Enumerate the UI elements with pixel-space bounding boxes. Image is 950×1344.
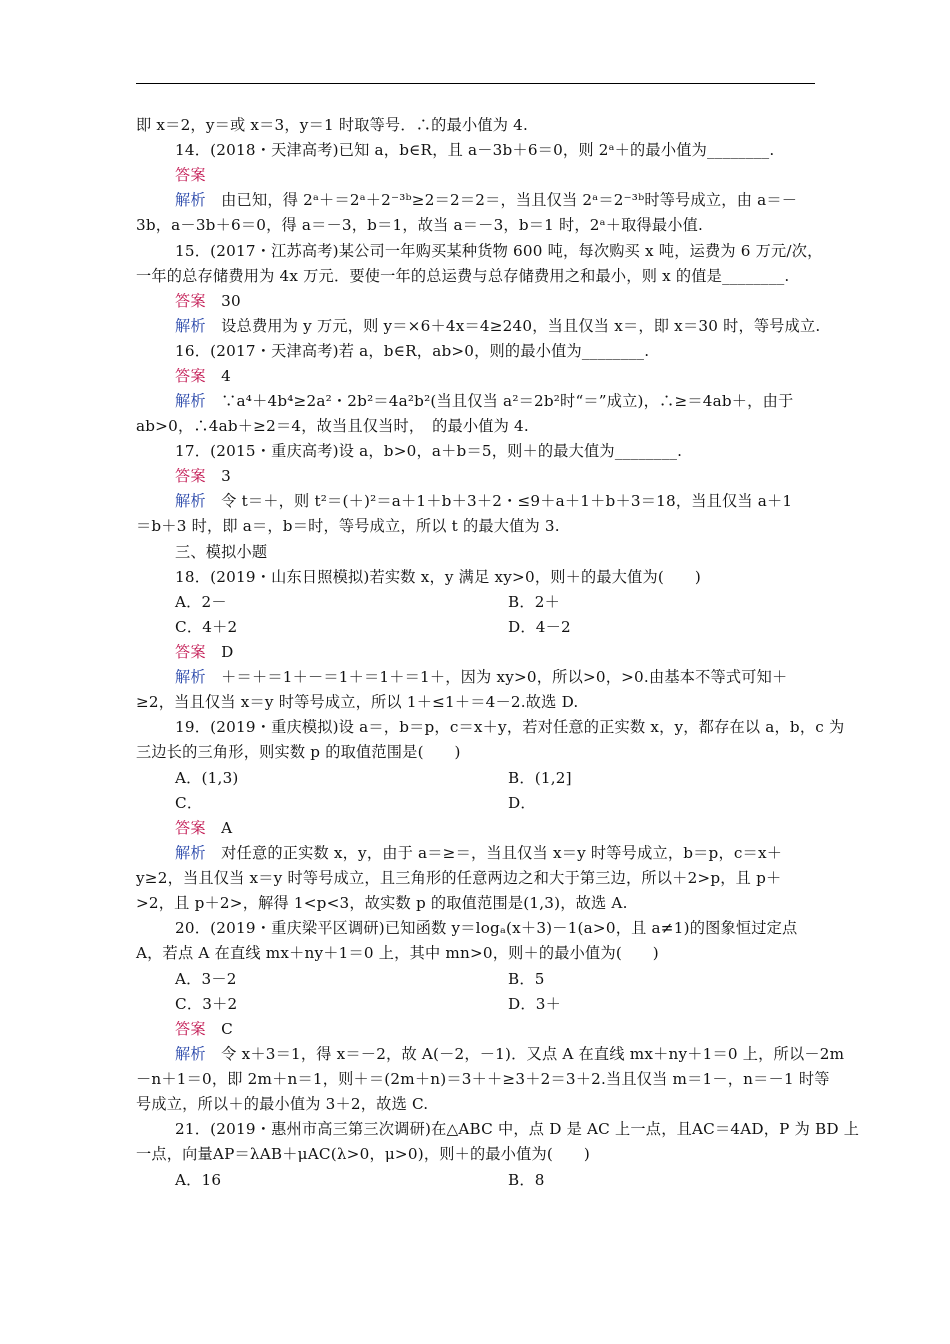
answer-label: 答案 — [175, 643, 206, 661]
text-line: B．5 — [508, 970, 545, 988]
text-line: 三边长的三角形，则实数 p 的取值范围是( ) — [136, 743, 461, 761]
text-line: D．3＋ — [508, 995, 562, 1013]
text-line: A．3－2 — [175, 970, 237, 988]
text-line: 一年的总存储费用为 4x 万元．要使一年的总运费与总存储费用之和最小，则 x 的值是________. — [136, 267, 790, 285]
text-line: A．2－ — [175, 593, 227, 611]
line-body: 30 — [205, 292, 241, 310]
analysis-label: 解析 — [175, 668, 206, 686]
text-line: 16．(2017・天津高考)若 a，b∈R，ab>0，则的最小值为________. — [175, 342, 650, 360]
line-body: ∵a⁴＋4b⁴≥2a²・2b²＝4a²b²(当且仅当 a²＝2b²时“＝”成立)，∴≥＝4ab＋，由于 — [205, 392, 794, 410]
text-line: ＝b＋3 时，即 a＝，b＝时，等号成立，所以 t 的最大值为 3. — [136, 517, 560, 535]
text-line — [175, 642, 865, 662]
text-line: 3b，a－3b＋6＝0，得 a＝－3，b＝1，故当 a＝－3，b＝1 时，2ᵃ＋取得最小值. — [136, 216, 704, 234]
analysis-label: 解析 — [175, 392, 206, 410]
text-line: ≥2，当且仅当 x＝y 时等号成立，所以 1＋≤1＋＝4－2.故选 D. — [136, 693, 579, 711]
text-line: 号成立，所以＋的最小值为 3＋2，故选 C. — [136, 1095, 429, 1113]
text-line — [175, 366, 865, 386]
answer-label: 答案 — [175, 467, 206, 485]
text-line: C．4＋2 — [175, 618, 238, 636]
line-body: 对任意的正实数 x，y，由于 a＝≥＝，当且仅当 x＝y 时等号成立，b＝p，c＝x＋ — [205, 844, 783, 862]
text-line — [175, 165, 865, 185]
line-body: 由已知，得 2ᵃ＋＝2ᵃ＋2⁻³ᵇ≥2＝2＝2＝，当且仅当 2ᵃ＝2⁻³ᵇ时等号成立，由 a＝－ — [205, 191, 798, 209]
line-body: ＋＝＋＝1＋－＝1＋＝1＋＝1＋，因为 xy>0，所以>0，>0.由基本不等式可知＋ — [205, 668, 788, 686]
line-body: 设总费用为 y 万元，则 y＝×6＋4x＝4≥240，当且仅当 x＝，即 x＝30 时，等号成立. — [205, 317, 821, 335]
text-line: 三、模拟小题 — [175, 543, 268, 561]
text-line: A．(1,3) — [175, 769, 239, 787]
text-line: >2，且 p＋2>，解得 1<p<3，故实数 p 的取值范围是(1,3)，故选 A. — [136, 894, 628, 912]
text-line — [175, 491, 865, 511]
text-line: B．2＋ — [508, 593, 560, 611]
line-body: 4 — [205, 367, 232, 385]
text-line: 15．(2017・江苏高考)某公司一年购买某种货物 600 吨，每次购买 x 吨，运费为 6 万元/次， — [175, 242, 823, 260]
text-line — [175, 291, 865, 311]
answer-label: 答案 — [175, 292, 206, 310]
answer-label: 答案 — [175, 166, 206, 184]
text-line — [175, 316, 865, 336]
header-rule — [136, 83, 815, 84]
text-line: 14．(2018・天津高考)已知 a，b∈R，且 a－3b＋6＝0，则 2ᵃ＋的最小值为________. — [175, 141, 775, 159]
text-line: ab>0，∴4ab＋≥2＝4，故当且仅当时， 的最小值为 4. — [136, 417, 529, 435]
text-line: 18．(2019・山东日照模拟)若实数 x，y 满足 xy>0，则＋的最大值为( ) — [175, 568, 701, 586]
text-line: 20．(2019・重庆梁平区调研)已知函数 y＝logₐ(x＋3)－1(a>0，且 a≠1)的图象恒过定点 — [175, 919, 798, 937]
text-line: 19．(2019・重庆模拟)设 a＝，b＝p，c＝x＋y，若对任意的正实数 x，y，都存在以 a，b，c 为 — [175, 718, 845, 736]
line-body: D — [205, 643, 234, 661]
answer-label: 答案 — [175, 1020, 206, 1038]
text-line: A，若点 A 在直线 mx＋ny＋1＝0 上，其中 mn>0，则＋的最小值为( ) — [136, 944, 659, 962]
text-line: 17．(2015・重庆高考)设 a，b>0，a＋b＝5，则＋的最大值为________. — [175, 442, 683, 460]
text-line: y≥2，当且仅当 x＝y 时等号成立，且三角形的任意两边之和大于第三边，所以＋2>p，且 p＋ — [136, 869, 782, 887]
text-line: B．(1,2] — [508, 769, 572, 787]
text-line — [175, 843, 865, 863]
line-body: 3 — [205, 467, 232, 485]
text-line: 即 x＝2，y＝或 x＝3，y＝1 时取等号．∴的最小值为 4. — [136, 116, 529, 134]
analysis-label: 解析 — [175, 1045, 206, 1063]
text-line: 一点，向量AP＝λAB＋μAC(λ>0，μ>0)，则＋的最小值为( ) — [136, 1145, 590, 1163]
text-line — [175, 1044, 865, 1064]
line-body: 令 t＝＋，则 t²＝(＋)²＝a＋1＋b＋3＋2・≤9＋a＋1＋b＋3＝18，当且仅当 a＋1 — [205, 492, 793, 510]
line-body: C — [205, 1020, 233, 1038]
answer-label: 答案 — [175, 367, 206, 385]
text-line: A．16 — [175, 1171, 222, 1189]
line-body: 令 x＋3＝1，得 x＝－2，故 A(－2，－1)．又点 A 在直线 mx＋ny＋1＝0 上，所以－2m — [205, 1045, 845, 1063]
text-line: C．3＋2 — [175, 995, 238, 1013]
line-body: A — [205, 819, 233, 837]
text-line: D． — [508, 794, 536, 812]
analysis-label: 解析 — [175, 191, 206, 209]
text-line: C． — [175, 794, 203, 812]
analysis-label: 解析 — [175, 844, 206, 862]
text-line — [175, 391, 865, 411]
answer-label: 答案 — [175, 819, 206, 837]
text-line: 21．(2019・惠州市高三第三次调研)在△ABC 中，点 D 是 AC 上一点，且AC＝4AD，P 为 BD 上 — [175, 1120, 860, 1138]
text-line — [175, 818, 865, 838]
text-line — [175, 466, 865, 486]
analysis-label: 解析 — [175, 317, 206, 335]
text-line: D．4－2 — [508, 618, 571, 636]
text-line — [175, 1019, 865, 1039]
analysis-label: 解析 — [175, 492, 206, 510]
text-line — [175, 667, 865, 687]
text-line: B．8 — [508, 1171, 545, 1189]
text-line — [175, 190, 865, 210]
text-line: －n＋1＝0，即 2m＋n＝1，则＋＝(2m＋n)＝3＋＋≥3＋2＝3＋2.当且仅当 m＝1－，n＝－1 时等 — [136, 1070, 830, 1088]
